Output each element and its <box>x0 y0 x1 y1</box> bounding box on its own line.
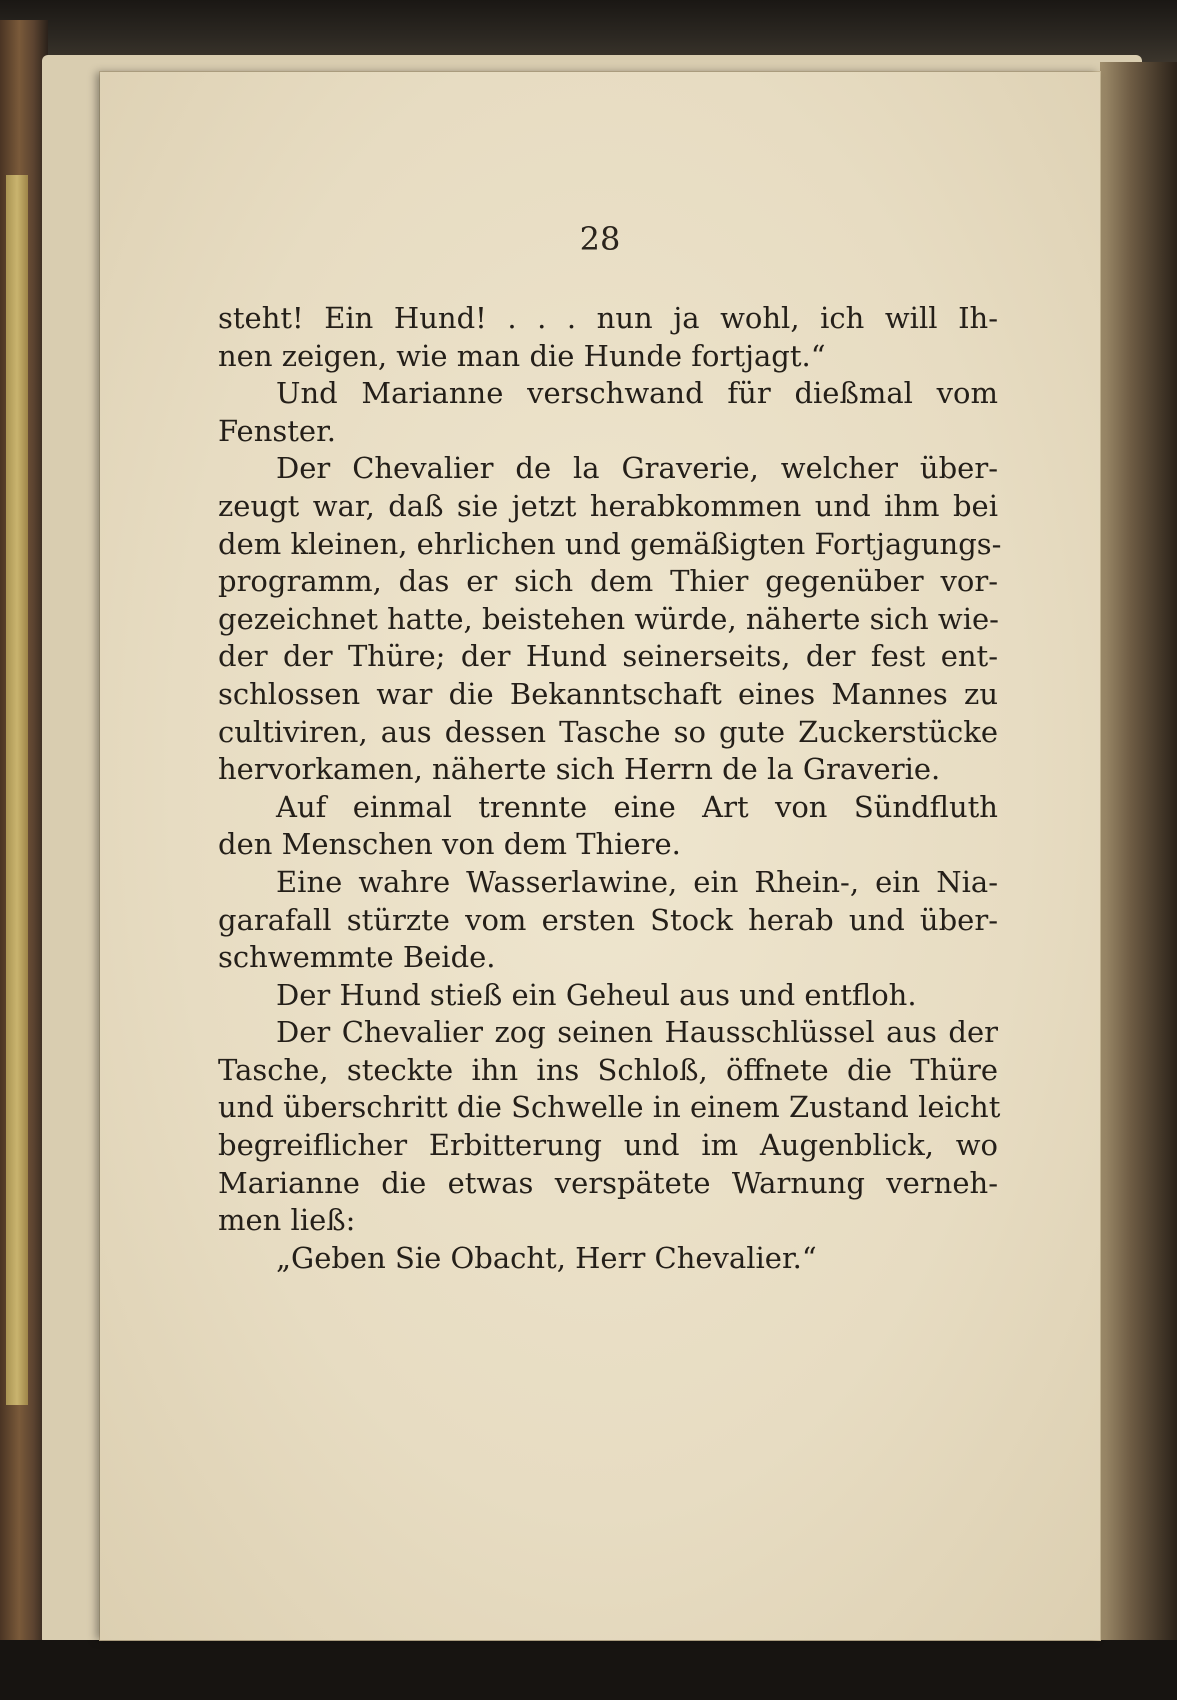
text-line: schwemmte Beide. <box>218 940 496 975</box>
text-line: der der Thüre; der Hund seinerseits, der fest ent- <box>218 639 998 674</box>
text-line: men ließ: <box>218 1203 356 1238</box>
text-line: hervorkamen, näherte sich Herrn de la Graverie. <box>218 752 941 787</box>
text-line: schlossen war die Bekanntschaft eines Mannes zu <box>218 676 998 711</box>
text-line: garafall stürzte vom ersten Stock herab und über- <box>218 902 998 937</box>
text-line: Der Chevalier zog seinen Hausschlüssel aus der <box>276 1015 998 1050</box>
spine-gilt-strip <box>6 175 28 1405</box>
page-number: 28 <box>579 220 621 258</box>
text-line: Der Hund stieß ein Geheul aus und entfloh. <box>276 977 917 1012</box>
page-text <box>218 300 1002 1277</box>
text-line: Eine wahre Wasserlawine, ein Rhein-, ein Nia- <box>276 864 998 899</box>
text-line: dem kleinen, ehrlichen und gemäßigten Fortjagungs- <box>218 526 1002 561</box>
text-line: Marianne die etwas verspätete Warnung verneh- <box>218 1165 998 1200</box>
book-binding-top <box>0 0 1177 62</box>
text-line: den Menschen von dem Thiere. <box>218 827 681 862</box>
text-line: gezeichnet hatte, beistehen würde, näherte sich wie- <box>218 601 999 636</box>
text-line: „Geben Sie Obacht, Herr Chevalier.“ <box>276 1240 817 1275</box>
text-line: cultiviren, aus dessen Tasche so gute Zuckerstücke <box>218 714 998 749</box>
text-line: programm, das er sich dem Thier gegenüber vor- <box>218 564 998 599</box>
text-line: Auf einmal trennte eine Art von Sündfluth <box>276 789 998 824</box>
text-line: Tasche, steckte ihn ins Schloß, öffnete die Thüre <box>218 1052 998 1087</box>
text-line: zeugt war, daß sie jetzt herabkommen und ihm bei <box>218 488 998 523</box>
book-spine <box>0 20 48 1660</box>
book-page <box>100 72 1100 1640</box>
text-line: und überschritt die Schwelle in einem Zustand leicht <box>218 1090 1001 1125</box>
right-page-edge <box>1100 62 1177 1642</box>
text-line: Fenster. <box>218 413 336 448</box>
book-binding-bottom <box>0 1640 1177 1700</box>
text-line: begreiflicher Erbitterung und im Augenblick, wo <box>218 1128 998 1163</box>
text-line: nen zeigen, wie man die Hunde fortjagt.“ <box>218 338 826 373</box>
text-line: steht! Ein Hund! . . . nun ja wohl, ich will Ih- <box>218 301 998 335</box>
text-line: Der Chevalier de la Graverie, welcher über- <box>276 451 998 486</box>
text-line: Und Marianne verschwand für dießmal vom <box>276 376 998 411</box>
